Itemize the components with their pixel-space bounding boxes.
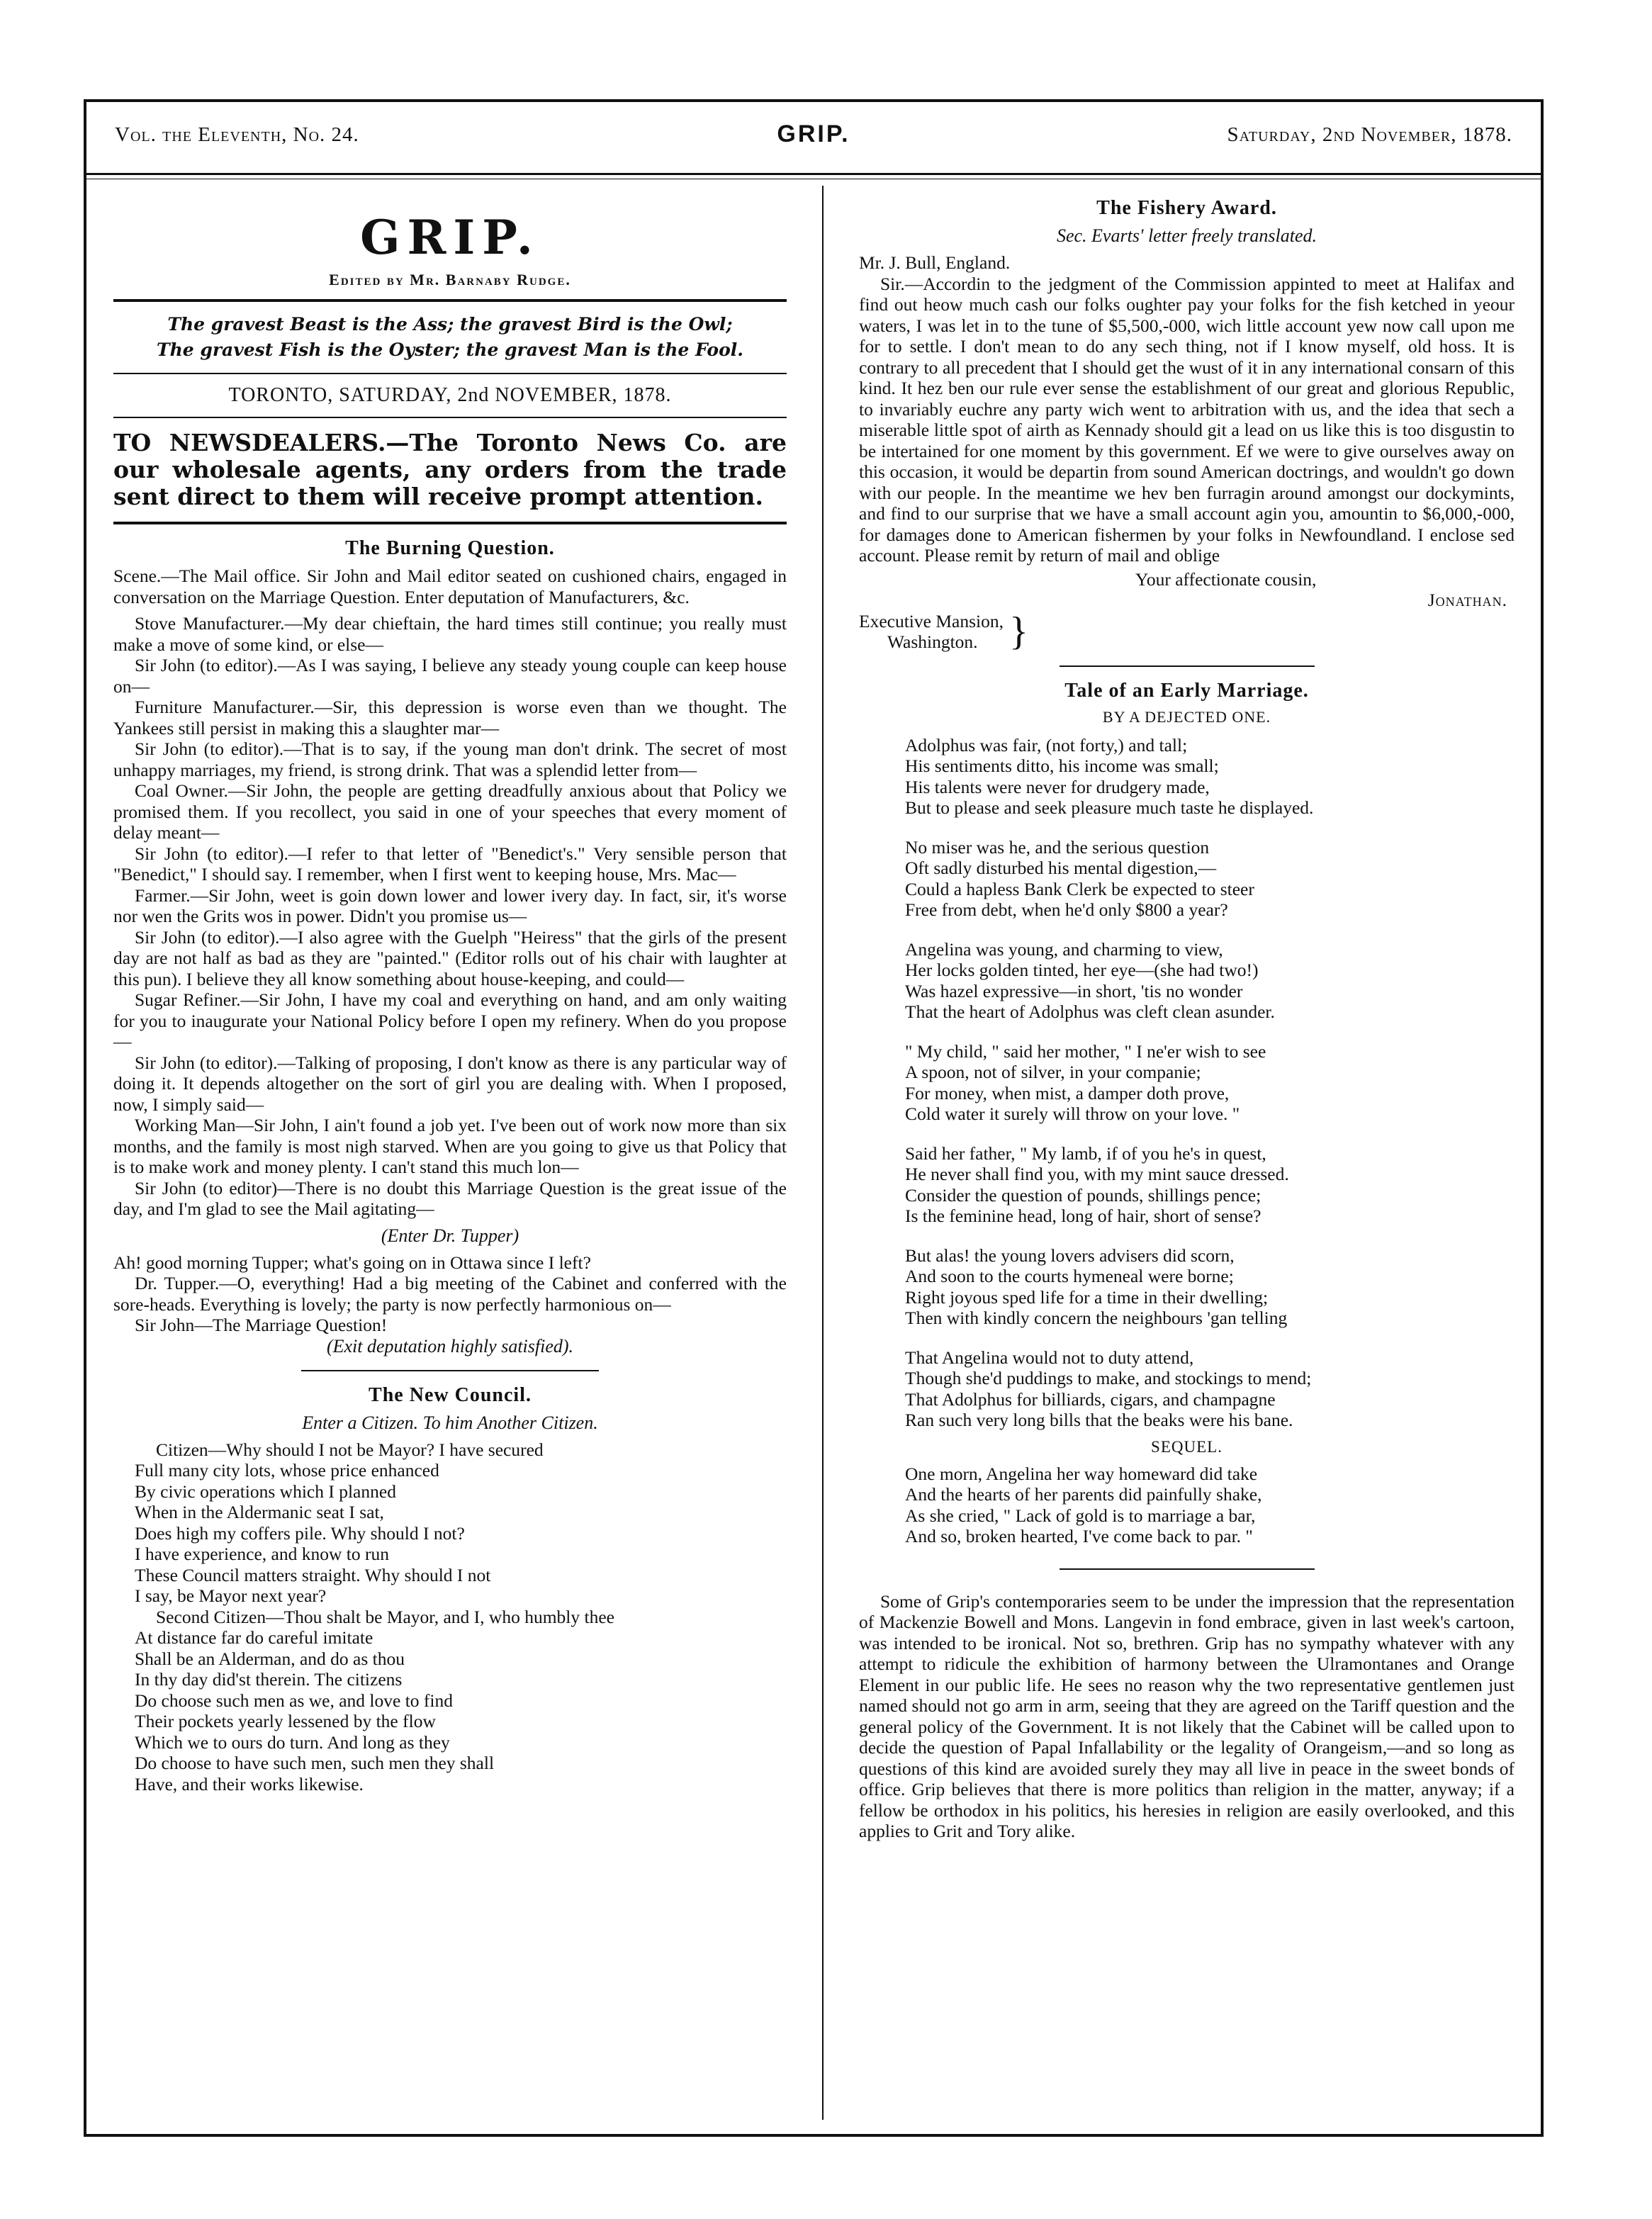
verse-line: Adolphus was fair, (not forty,) and tall; [905,734,1188,755]
column-divider [822,186,824,2120]
verse-line: When in the Aldermanic seat I sat, [135,1502,384,1522]
verse-line: His talents were never for drudgery made, [905,776,1210,797]
right-column [838,189,1536,2113]
verse-line: These Council matters straight. Why should I not [135,1564,491,1585]
verse-line: That Adolphus for billiards, cigars, and champagne [905,1388,1276,1410]
paragraph: Furniture Manufacturer.—Sir, this depression is worse even than we thought. The Yankees still persist in making this a slaughter mar— [113,697,787,738]
dateline-rule [113,417,787,418]
section-rule [1060,665,1315,667]
tale-title: Tale of an Early Marriage. [1064,679,1309,702]
verse-line: Have, and their works likewise. [135,1773,364,1794]
letter-body: Sir.—Accordin to the jedgment of the Commission appinted to meet at Halifax and find out heow much cash our folks oughter pay your folks for the fish ketched in yeour waters, I was let in to the tune of $5,500,-000, wich little account yew now call upon me for to settle. I don't mean to do any sech thing, not if I know myself, old hoss. It is contrary to all precedent that I should get the wust of it in any international consarn of this kind. It hez ben our rule ever sense the establishment of our great and glorious Republic, to invariably euchre any party wich went to arbitration with us, and the idea that sech a miserable little spot of airth as Kennady should git a lead on us like this is too disgustin to be intertained for one moment by this government. Ef we were to give ourselves away on this occasion, it would be departin from sound American doctrings, and wouldn't go down with our people. In the meantime we hev ben furragin around amongst our dockymints, and find to our surprise that we have a small account agin you, amountin to $6,000,-000, for damages done to American fishermen by your folks in Newfoundland. I enclose sed account. Please remit by return of mail and oblige [859,273,1515,566]
new-council-verse [135,1439,787,1795]
verse-line: Then with kindly concern the neighbours 'gan telling [905,1308,1288,1328]
verse-line: Citizen—Why should I not be Mayor? I have secured [156,1439,544,1460]
verse-line: That Angelina would not to duty attend, [905,1347,1194,1368]
verse-line: Ran such very long bills that the beaks were his bane. [905,1410,1293,1430]
stage-direction: (Exit deputation highly satisfied). [326,1335,574,1356]
verse-line: Right joyous sped life for a time in their dwelling; [905,1286,1269,1308]
verse-line: Could a hapless Bank Clerk be expected to steer [905,878,1254,899]
burning-question-body [92,566,808,1357]
paragraph: Sugar Refiner.—Sir John, I have my coal and everything on hand, and am only waiting for you to inaugurate your National Policy before I open my refinery. When do you propose— [113,989,787,1052]
stanza [905,735,1515,819]
verse-line: He never shall find you, with my mint sauce dressed. [905,1164,1289,1184]
volume-number: Vol. the Eleventh, No. 24. [115,123,359,146]
verse-line: A spoon, not of silver, in your companie; [905,1062,1201,1082]
paragraph: Sir John—The Marriage Question! [135,1315,388,1335]
verse-line: Angelina was young, and charming to view, [905,938,1223,960]
paragraph: Farmer.—Sir John, weet is goin down lower and lower ivery day. In fact, sir, it's worse nor wen the Grits wos in power. Didn't you promise us— [113,884,787,926]
masthead-editor: Edited by Mr. Barnaby Rudge. [329,271,571,288]
paragraph: Ah! good morning Tupper; what's going on in Ottawa since I left? [113,1252,591,1273]
newsdealers-notice: TO NEWSDEALERS.—The Toronto News Co. are our wholesale agents, any orders from the trade sent direct to them will receive prompt attention. [113,429,787,510]
stanza [905,1041,1515,1125]
verse-line: Is the feminine head, long of hair, short of sense? [905,1206,1262,1226]
burning-question-title: The Burning Question. [345,537,555,559]
paragraph: Sir John (to editor).—As I was saying, I believe any steady young couple can keep house on— [113,655,787,697]
section-rule [1060,1568,1315,1570]
fishery-award-subtitle: Sec. Evarts' letter freely translated. [1056,225,1317,246]
verse-line: Cold water it surely will throw on your love. " [905,1103,1240,1124]
verse-line: " My child, " said her mother, " I ne'er wish to see [905,1040,1266,1062]
verse-line: Do choose such men as we, and love to find [135,1690,453,1711]
verse-line: Their pockets yearly lessened by the flow [135,1711,436,1731]
tale-byline: BY A DEJECTED ONE. [1102,707,1271,726]
left-column [92,189,808,2113]
masthead-title: GRIP. [360,210,540,265]
paragraph: Sir John (to editor).—Talking of proposing, I don't know as there is any particular way of doing it. It depends altogether on the sort of girl you are dealing with. When I proposed, now, I simply said— [113,1052,787,1115]
verse-line: By civic operations which I planned [135,1481,396,1502]
journal-title: GRIP. [777,120,850,147]
verse-line: Which we to ours do turn. And long as they [135,1731,450,1753]
paragraph: Working Man—Sir John, I ain't found a job yet. I've been out of work now more than six months, and the family is most nigh starved. When are you going to give us that Policy that is to make work and money plenty. I can't stand this much lon— [113,1115,787,1177]
paragraph: Sir John (to editor).—That is to say, if the young man don't drink. The secret of most unhappy marriages, my friend, is strong drink. That was a splendid letter from— [113,738,787,780]
tale-verse [905,735,1515,1431]
paragraph: Coal Owner.—Sir John, the people are getting dreadfully anxious about that Policy we promised them. If you recollect, you said in one of your speeches that every moment of delay meant— [113,780,787,843]
paragraph: Sir John (to editor).—I refer to that letter of "Benedict's." Very sensible person that "Benedict," I should say. I remember, when I first went to keeping house, Mrs. Mac— [113,843,787,884]
stanza [905,837,1515,921]
verse-line: Was hazel expressive—in short, 'tis no wonder [905,980,1243,1001]
verse-line: As she cried, " Lack of gold is to marriage a bar, [905,1505,1256,1526]
paragraph: Sir John (to editor).—I also agree with the Guelph "Heiress" that the girls of the present day are not half as bad as they are "painted." (Editor rolls out of his chair with laughter at this pun). I believe they all know something about house-keeping, and could— [113,926,787,989]
editorial-paragraph: Some of Grip's contemporaries seem to be under the impression that the representation of Mackenzie Bowell and Mons. Langevin in fond embrace, given in last week's cartoon, was intended to be ironical. Not so, brethren. Grip has no sympathy whatever with any attempt to ridicule the exhibition of harmony between the Ulramontanes and Orange Element in our public life. He sees no reason why the two representative gentlemen just named should not go arm in arm, seeing that they are agreed on the Tariff question and the general policy of the Government. It is not likely that the Cabinet will be called upon to decide the question of Papal Infallability or the legality of Orangeism,—and so long as questions of this kind are avoided surely they may all live in peace in the sweet bonds of office. Grip believes that there is more politics than religion in the matter, anyway; if a fellow be orthodox in his politics, his heresies in religion are easily overlooked, and this applies to Grit and Tory alike. [859,1590,1515,1841]
verse-line: Said her father, " My lamb, if of you he's in quest, [905,1142,1266,1164]
brace-glyph: } [1008,609,1028,653]
verse-line: One morn, Angelina her way homeward did take [905,1463,1258,1484]
verse-line: Full many city lots, whose price enhanced [135,1460,439,1481]
stanza [905,939,1515,1023]
new-council-subtitle: Enter a Citizen. To him Another Citizen. [302,1412,598,1433]
verse-line: And the hearts of her parents did painfully shake, [905,1484,1262,1505]
verse-line: Her locks golden tinted, her eye—(she had two!) [905,960,1259,980]
verse-line: No miser was he, and the serious question [905,836,1210,858]
verse-line: Oft sadly disturbed his mental digestion,— [905,858,1217,878]
address-line-2: Washington. [887,631,978,652]
verse-line: I say, be Mayor next year? [135,1585,327,1606]
verse-line: Consider the question of pounds, shillings pence; [905,1184,1262,1206]
paragraph: Scene.—The Mail office. Sir John and Mail editor seated on cushioned chairs, engaged in conversation on the Marriage Question. Enter deputation of Manufacturers, &c. [113,566,787,607]
fishery-award-title: The Fishery Award. [1096,197,1277,219]
new-council-title: The New Council. [369,1383,532,1406]
verse-line: And soon to the courts hymeneal were borne; [905,1266,1234,1286]
stanza [905,1347,1515,1431]
verse-line: Does high my coffers pile. Why should I not? [135,1522,465,1544]
address-line-1: Executive Mansion, [859,610,1004,631]
verse-line: And so, broken hearted, I've come back to par. " [905,1526,1253,1546]
header-rule [86,173,1541,175]
paragraph: Stove Manufacturer.—My dear chieftain, the hard times still continue; you really must make a move of some kind, or else— [113,613,787,655]
motto-line-2: The gravest Fish is the Oyster; the gravest Man is the Fool. [157,339,743,360]
stage-direction: (Enter Dr. Tupper) [381,1225,519,1246]
notice-rule [113,522,787,524]
verse-line: But to please and seek pleasure much taste he displayed. [905,797,1314,818]
verse-line: That the heart of Adolphus was cleft clean asunder. [905,1001,1275,1022]
verse-line: His sentiments ditto, his income was small; [905,755,1219,776]
verse-line: Second Citizen—Thou shalt be Mayor, and I, who humbly thee [156,1606,614,1627]
running-head [86,102,1541,176]
dateline: TORONTO, SATURDAY, 2nd NOVEMBER, 1878. [228,384,672,406]
verse-line: Though she'd puddings to make, and stockings to mend; [905,1368,1312,1388]
motto-rule [113,373,787,374]
paragraph: Dr. Tupper.—O, everything! Had a big meeting of the Cabinet and conferred with the sore-heads. Everything is lovely; the party is now perfectly harmonious on— [113,1273,787,1315]
sequel-verse [905,1464,1515,1547]
verse-line: Shall be an Alderman, and do as thou [135,1648,405,1669]
motto-line-1: The gravest Beast is the Ass; the gravest Bird is the Owl; [167,314,733,335]
verse-line: Free from debt, when he'd only $800 a year? [905,899,1228,920]
verse-line: I have experience, and know to run [135,1544,389,1564]
letter-closing: Your affectionate cousin, [1135,568,1317,590]
verse-line: In thy day did'st therein. The citizens [135,1669,403,1690]
issue-date: Saturday, 2nd November, 1878. [1227,123,1512,146]
section-rule [301,1370,599,1371]
paragraph: Sir John (to editor)—There is no doubt this Marriage Question is the great issue of the day, and I'm glad to see the Mail agitating— [113,1177,787,1219]
letter-signature: Jonathan. [1427,590,1507,610]
letter-address [859,611,1536,653]
verse-line: At distance far do careful imitate [135,1627,373,1648]
verse-line: But alas! the young lovers advisers did scorn, [905,1245,1235,1266]
newspaper-page [84,99,1544,2137]
masthead-rule [113,299,787,302]
stanza [905,1245,1515,1329]
verse-line: Do choose to have such men, such men they shall [135,1753,495,1773]
letter-salutation: Mr. J. Bull, England. [859,252,1011,273]
stanza [905,1143,1515,1227]
sequel-heading: SEQUEL. [1151,1437,1223,1456]
verse-line: For money, when mist, a damper doth prove, [905,1082,1230,1103]
